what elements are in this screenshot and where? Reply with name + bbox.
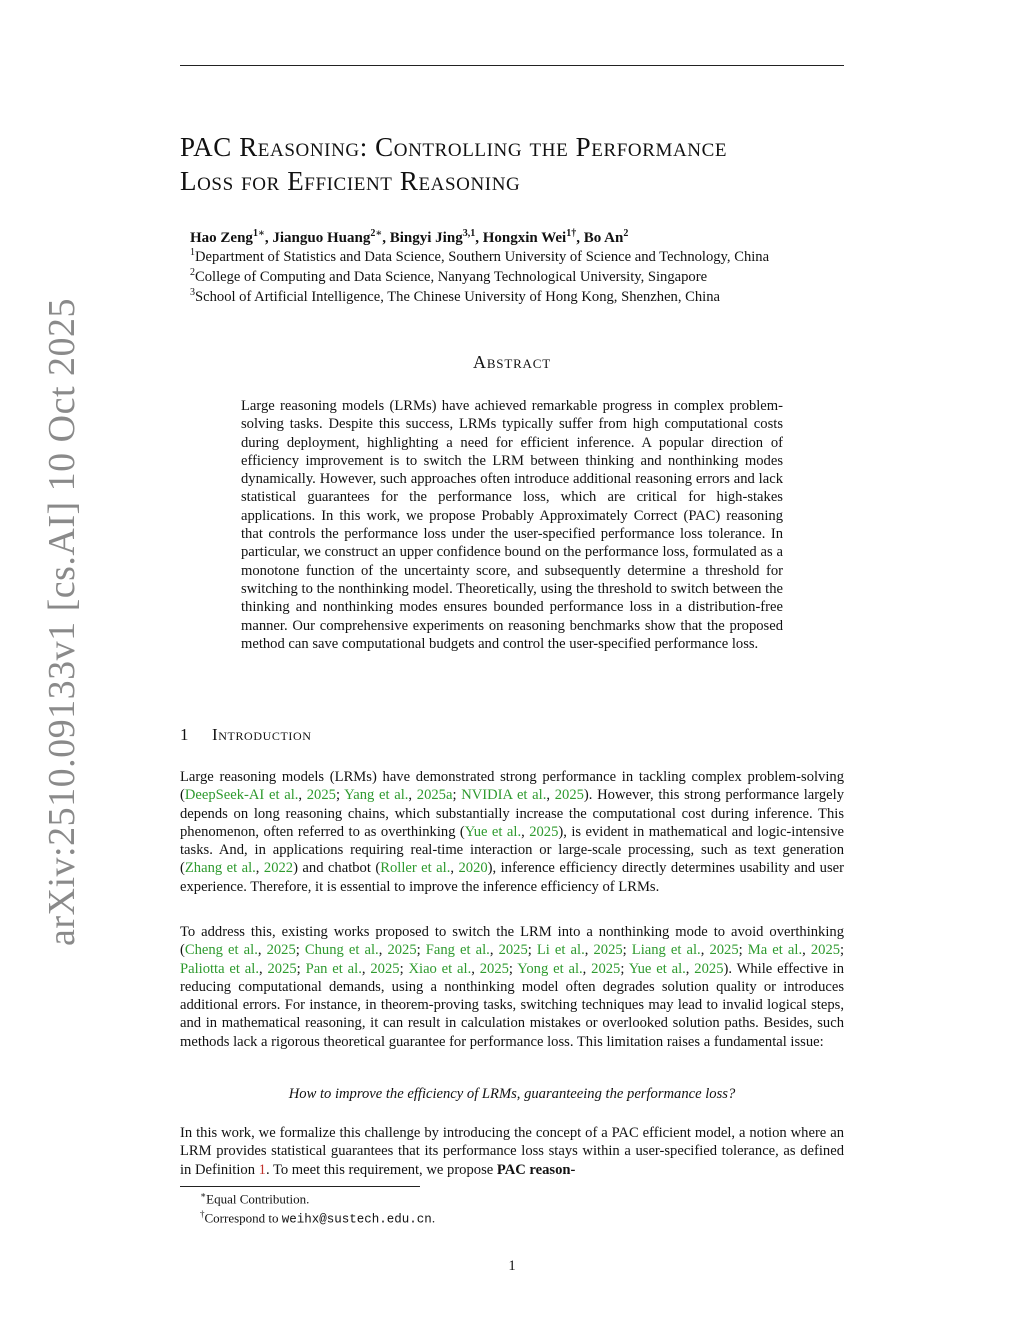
citation-link[interactable]: Zhang et al.	[184, 860, 256, 877]
text-run: ;	[416, 942, 426, 959]
text-run: ,	[450, 860, 459, 877]
bold-term: PAC reason-	[496, 1161, 576, 1178]
text-run: ) and chatbot (	[293, 860, 381, 877]
text-run: ,	[378, 942, 388, 959]
text-run: ,	[361, 960, 371, 977]
text-run: ). While effective in reducing computational demands, using a nonthinking model often degrades solution quality or introduces additional errors. For instance, in theorem-proving tasks, switching techniques may lead to invalid logical steps, and in mathematical reasoning, it can result in calculation mistakes or overlooked solution paths. Besides, such methods lack a rigorous theoretical guarantee for performance loss. This limitation raises a fundamental issue:	[180, 960, 845, 1050]
text-run: ), inference efficiency directly determines usability and user experience. Therefore, it is essential to improve the inference efficiency of LRMs.	[180, 860, 844, 895]
text-run: ,	[489, 942, 499, 959]
citation-link[interactable]: Chung et al.	[304, 942, 379, 959]
text-run: ,	[408, 787, 417, 804]
text-run: In this work, we formalize this challenge by introducing the concept of a PAC efficient model, a notion where an LRM provides statistical guarantees that its performance loss stays within a user-specified tolerance, as defined in Definition	[180, 1125, 844, 1178]
text-run: ), is evident in mathematical and logic-intensive tasks. And, in applications requiring real-time interaction or large-scale processing, such as text generation (	[180, 823, 844, 877]
text-run: ,	[471, 960, 480, 977]
text-run: ;	[399, 960, 409, 977]
text-run: ,	[298, 787, 307, 804]
text-run: ;	[622, 942, 632, 959]
text-run: ,	[582, 960, 592, 977]
intro-paragraph-3	[180, 1124, 844, 1179]
text-run: ;	[527, 942, 537, 959]
text-run: Large reasoning models (LRMs) have demonstrated strong performance in tackling complex problem-solving (	[180, 769, 844, 804]
abstract-heading: Abstract	[473, 352, 551, 372]
paper-title	[180, 130, 860, 198]
section-title: Introduction	[212, 725, 312, 744]
citation-link[interactable]: 2025	[529, 823, 559, 840]
footnote: †Correspond to weihx@sustech.edu.cn.	[200, 1209, 436, 1227]
citation-link[interactable]: 2025	[593, 942, 623, 959]
author: Hongxin Wei$^{1\dagger}$	[482, 228, 577, 246]
citation-link[interactable]: 2025	[479, 960, 509, 977]
section-number: 1	[180, 725, 190, 744]
citation-link[interactable]: Paliotta et al.	[180, 960, 259, 977]
citation-link[interactable]: Yong et al.	[517, 960, 583, 977]
footnote: ∗Equal Contribution.	[200, 1190, 310, 1207]
text-run: ,	[255, 860, 264, 877]
author: Bo An$^2$	[583, 228, 629, 246]
citation-link[interactable]: NVIDIA et al.	[461, 787, 547, 804]
citation-link[interactable]: Liang et al.	[631, 942, 701, 959]
author: Jianguo Huang$^{2∗}$	[272, 228, 383, 246]
text-run: ,	[521, 823, 530, 840]
citation-link[interactable]: 2025	[306, 787, 336, 804]
text-run: ). However, this strong performance largely depends on long reasoning chains, which substantially increase the computational cost during inference. This phenomenon, often referred to as overthinking (	[180, 787, 844, 840]
definition-ref-link[interactable]: 1	[258, 1161, 266, 1178]
text-run: ,	[257, 942, 267, 959]
citation-link[interactable]: 2025	[694, 960, 724, 977]
affiliation: $^3$School of Artificial Intelligence, The Chinese University of Hong Kong, Shenzhen, China	[190, 287, 720, 305]
arxiv-stamp: arXiv:2510.09133v1 [cs.AI] 10 Oct 2025	[41, 297, 83, 946]
citation-link[interactable]: Xiao et al.	[408, 960, 472, 977]
text-run: ,	[546, 787, 555, 804]
citation-link[interactable]: 2025	[554, 787, 584, 804]
citation-link[interactable]: 2022	[263, 860, 294, 877]
author-list: Hao Zeng$^{1∗}$, Jianguo Huang$^{2∗}$, Bingyi Jing$^{3,1}$, Hongxin Wei$^{1\dagger}$, Bo An$^2$	[190, 228, 629, 246]
page-number: 1	[508, 1258, 516, 1274]
title-line-2: Loss for Efficient Reasoning	[180, 166, 521, 196]
text-run: ,	[700, 942, 710, 959]
citation-link[interactable]: 2025	[267, 960, 297, 977]
citation-link[interactable]: 2025	[810, 942, 841, 959]
text-run: ,	[258, 960, 268, 977]
text-run: ;	[335, 787, 345, 804]
citation-link[interactable]: Li et al.	[536, 942, 585, 959]
email-link[interactable]: weihx@sustech.edu.cn	[281, 1212, 432, 1227]
footnote-rule	[180, 1186, 420, 1187]
text-run: ,	[584, 942, 594, 959]
citation-link[interactable]: 2025	[266, 942, 296, 959]
citation-link[interactable]: 2025	[498, 942, 528, 959]
affiliation: $^1$Department of Statistics and Data Science, Southern University of Science and Technology, China	[190, 247, 770, 265]
citation-link[interactable]: Fang et al.	[425, 942, 490, 959]
citation-link[interactable]: DeepSeek-AI et al.	[184, 787, 299, 804]
citation-link[interactable]: Pan et al.	[305, 960, 362, 977]
title-line-1: PAC Reasoning: Controlling the Performance	[180, 132, 728, 162]
abstract-body: Large reasoning models (LRMs) have achieved remarkable progress in complex problem-solving tasks. Despite this success, LRMs typically suffer from high computational costs during deployment, highlighting a need for efficient inference. A popular direction of efficiency improvement is to switch the LRM between thinking and nonthinking modes dynamically. However, such approaches often introduce additional reasoning errors and lack statistical guarantees for the performance loss, which are critical for high-stakes applications. In this work, we propose Probably Approximately Correct (PAC) reasoning that controls the performance loss under the user-specified performance loss tolerance. In particular, we construct an upper confidence bound on the performance loss, formulated as a monotone function of the uncertainty score, and subsequently determine a threshold for switching to the nonthinking model. Theoretically, using the threshold to switch between the thinking and nonthinking modes ensures bounded performance loss in a distribution-free manner. Our comprehensive experiments on reasoning benchmarks show that the proposed method can save computational budgets and control the user-specified performance loss.	[241, 398, 783, 652]
text-run: ;	[452, 787, 462, 804]
citation-link[interactable]: Ma et al.	[747, 942, 803, 959]
section-heading	[180, 725, 312, 745]
citation-link[interactable]: 2025a	[416, 787, 453, 804]
citation-link[interactable]: 2025	[370, 960, 400, 977]
intro-paragraph-2	[180, 923, 844, 1051]
author: Hao Zeng$^{1∗}$	[190, 228, 265, 246]
text-run: ;	[296, 960, 306, 977]
citation-link[interactable]: Roller et al.	[380, 860, 451, 877]
author: Bingyi Jing$^{3,1}$	[389, 228, 476, 246]
intro-paragraph-1	[180, 768, 844, 896]
text-run: ,	[802, 942, 811, 959]
citation-link[interactable]: Yue et al.	[464, 823, 522, 840]
text-run: ;	[840, 942, 845, 959]
citation-link[interactable]: 2020	[458, 860, 488, 877]
citation-link[interactable]: Cheng et al.	[184, 942, 258, 959]
citation-link[interactable]: Yue et al.	[628, 960, 686, 977]
citation-link[interactable]: Yang et al.	[344, 787, 409, 804]
citation-link[interactable]: 2025	[709, 942, 739, 959]
affiliation: $^2$College of Computing and Data Science, Nanyang Technological University, Singapore	[190, 267, 708, 285]
text-run: ;	[738, 942, 748, 959]
research-question: How to improve the efficiency of LRMs, guaranteeing the performance loss?	[288, 1086, 736, 1102]
text-run: To address this, existing works proposed to switch the LRM into a nonthinking mode to avoid overthinking (	[180, 924, 844, 959]
citation-link[interactable]: 2025	[387, 942, 417, 959]
citation-link[interactable]: 2025	[591, 960, 621, 977]
text-run: ;	[295, 942, 305, 959]
text-run: ;	[508, 960, 518, 977]
text-run: . To meet this requirement, we propose	[265, 1161, 497, 1178]
text-run: ,	[685, 960, 695, 977]
top-rule	[180, 65, 844, 66]
text-run: ;	[620, 960, 629, 977]
